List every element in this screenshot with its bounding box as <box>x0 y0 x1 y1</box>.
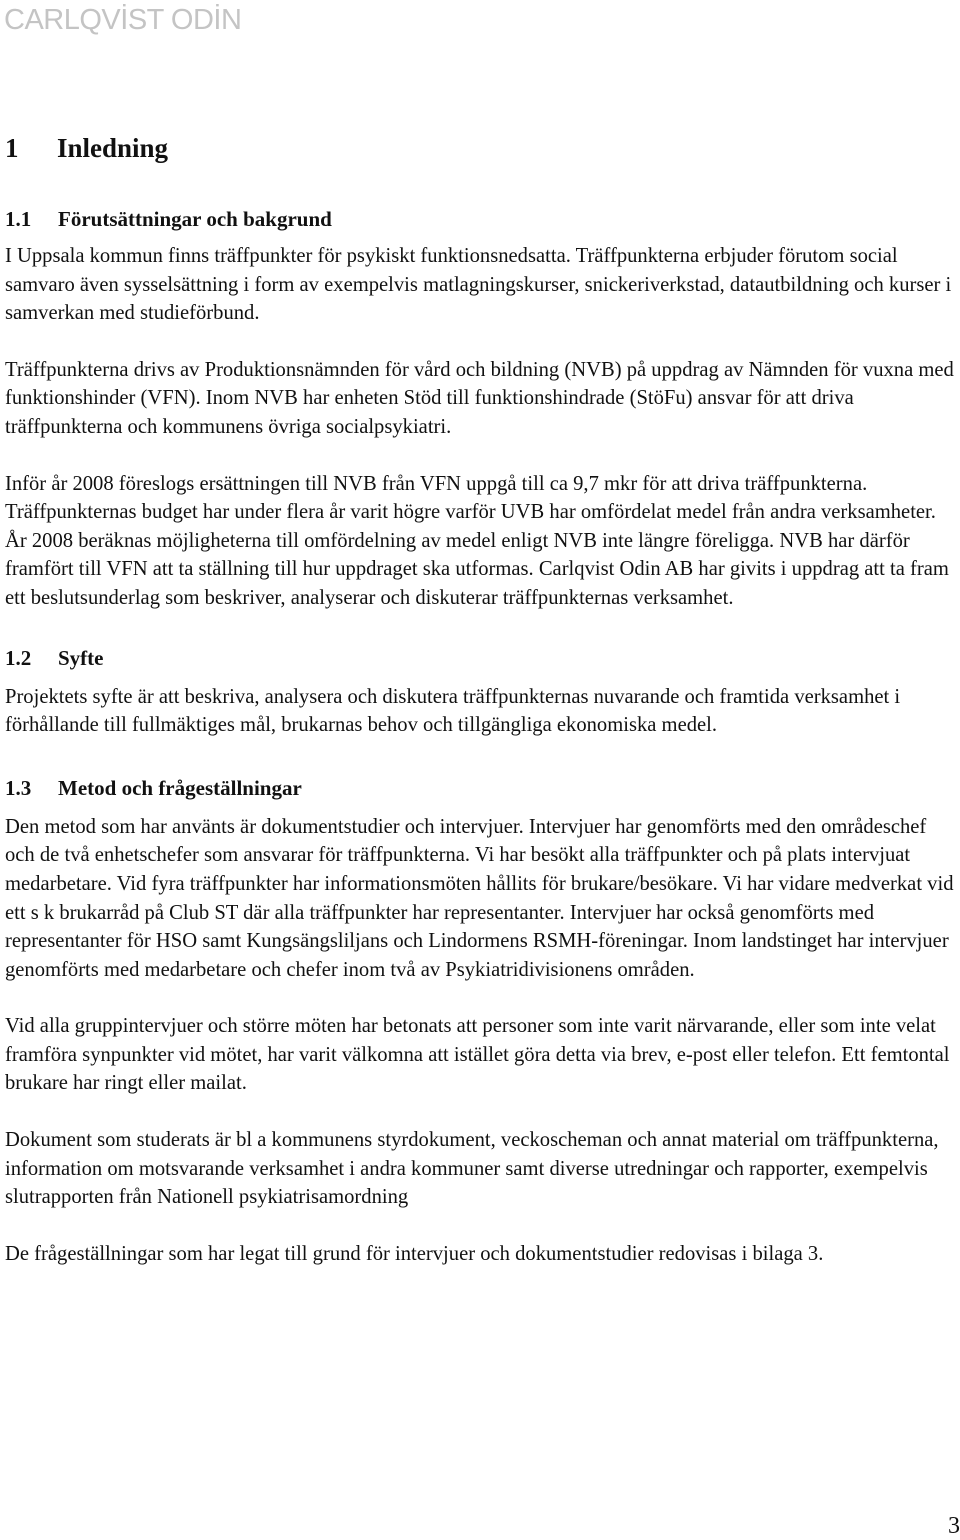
document-body <box>5 128 957 1268</box>
paragraph: De frågeställningar som har legat till grund för intervjuer och dokumentstudier redovisas i bilaga 3. <box>5 1242 824 1265</box>
section-title: Metod och frågeställningar <box>58 775 302 800</box>
chapter-heading <box>5 128 957 168</box>
section-number: 1.2 <box>5 645 32 670</box>
page-number: 3 <box>948 1513 960 1539</box>
paragraph: Dokument som studerats är bl a kommunens styrdokument, veckoscheman och annat material om träffpunkterna, information om motsvarande verksamhet i andra kommuner samt diverse utredningar och rapporter, exempelvis slutrapporten från Nationell psykiatrisamordning <box>5 1129 939 1209</box>
paragraph: I Uppsala kommun finns träffpunkter för psykiskt funktionsnedsatta. Träffpunkterna erbjuder förutom social samvaro även sysselsättning i form av exempelvis matlagningskurser, snickeriverkstad, datautbildning och kurser i samverkan med studieförbund. <box>5 245 952 325</box>
paragraph: Den metod som har använts är dokumentstudier och intervjuer. Intervjuer har genomförts med den områdeschef och de två enhetschefer som ansvarar för träffpunkterna. Vi har besökt alla träffpunkter och på plats intervjuat medarbetare. Vid fyra träffpunkter har informationsmöten hållits för brukare/besökare. Vi har vidare medverkat vid ett s k brukarråd på Club ST där alla träffpunkter har representanter. Intervjuer har också genomförts med representanter för HSO samt Kungsängsliljans och Lindormens RSMH-föreningar. Inom landstinget har intervjuer genomförts med medarbetare och chefer inom två av Psykiatridivisionens områden. <box>5 815 954 981</box>
chapter-number: 1 <box>5 133 19 163</box>
paragraph: Projektets syfte är att beskriva, analysera och diskutera träffpunkternas nuvarande och framtida verksamhet i förhållande till fullmäktiges mål, brukarnas behov och tillgängliga ekonomiska medel. <box>5 685 901 737</box>
section-heading-1-2 <box>5 643 957 673</box>
section-heading-1-3 <box>5 773 957 803</box>
company-logo: CARLQVİST ODİN <box>4 4 242 36</box>
section-heading-1-1 <box>5 204 957 234</box>
section-title: Syfte <box>58 645 104 670</box>
section-title: Förutsättningar och bakgrund <box>58 207 332 231</box>
paragraph: Inför år 2008 föreslogs ersättningen till NVB från VFN uppgå till ca 9,7 mkr för att driva träffpunkterna. Träffpunkternas budget har under flera år varit högre varför UVB har omfördelat medel från andra verksamheter. År 2008 beräknas möjligheterna till omfördelning av medel enligt NVB inte längre föreligga. NVB har därför framfört till VFN att ta ställning till hur uppdraget ska utformas. Carlqvist Odin AB har givits i uppdrag att ta fram ett beslutsunderlag som beskriver, analyserar och diskuterar träffpunkternas verksamhet. <box>5 472 949 609</box>
paragraph: Vid alla gruppintervjuer och större möten har betonats att personer som inte varit närvarande, eller som inte velat framföra synpunkter vid mötet, har varit välkomna att istället göra detta via brev, e-post eller telefon. Ett femtontal brukare har ringt eller mailat. <box>5 1015 950 1095</box>
chapter-title: Inledning <box>57 133 169 163</box>
section-number: 1.1 <box>5 207 32 231</box>
paragraph: Träffpunkterna drivs av Produktionsnämnden för vård och bildning (NVB) på uppdrag av Nämnden för vuxna med funktionshinder (VFN). Inom NVB har enheten Stöd till funktionshindrade (StöFu) ansvar för att driva träffpunkterna och kommunens övriga socialpsykiatri. <box>5 358 954 438</box>
section-number: 1.3 <box>5 775 32 800</box>
